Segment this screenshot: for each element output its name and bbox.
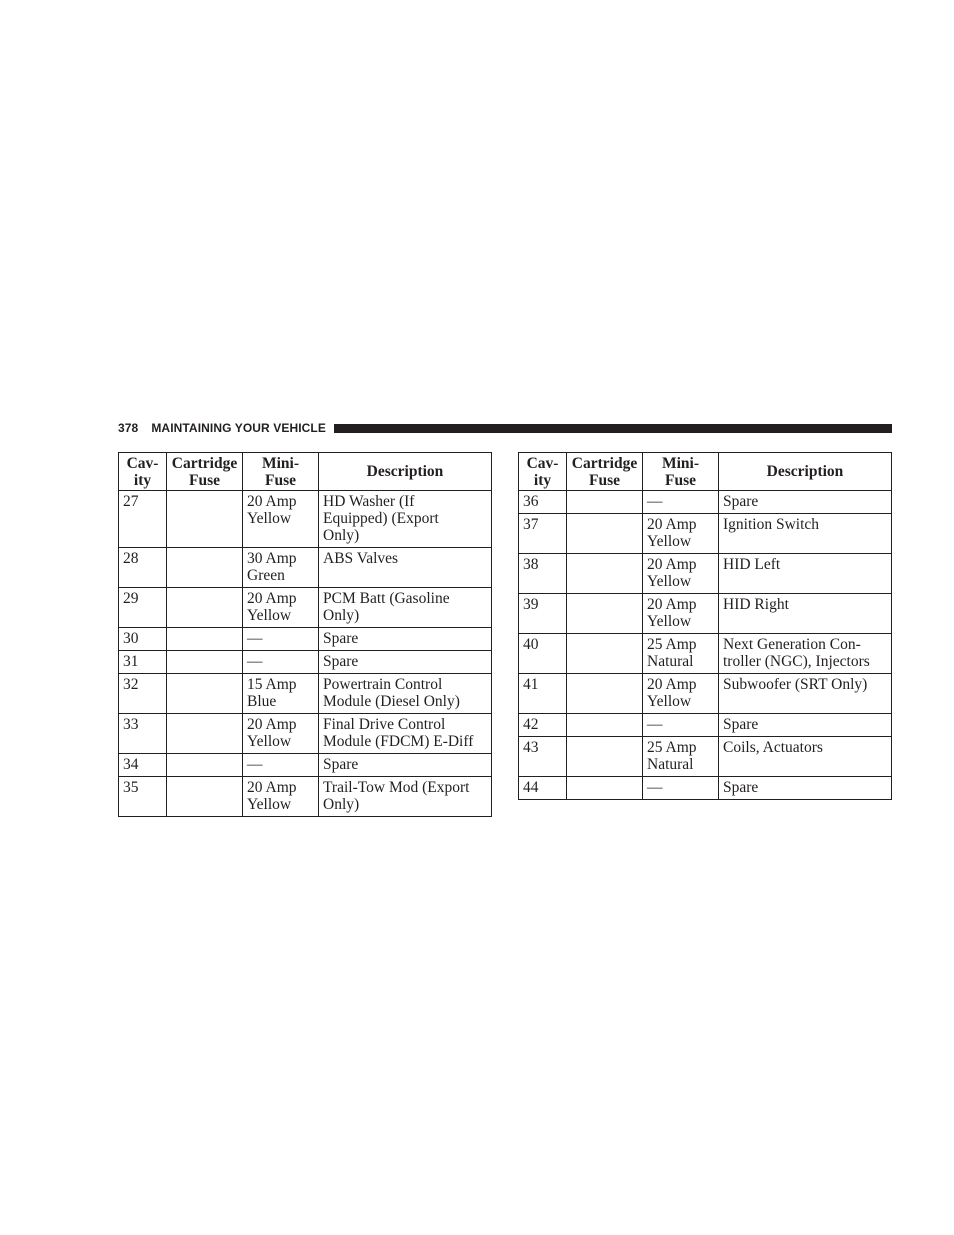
- cell-description: Spare: [719, 777, 892, 800]
- header-cavity: Cav- ity: [119, 453, 167, 491]
- cell-mini-fuse: —: [643, 714, 719, 737]
- cell-cartridge-fuse: [567, 514, 643, 554]
- cell-description: Next Generation Con- troller (NGC), Injectors: [719, 634, 892, 674]
- table-row: [519, 491, 892, 514]
- cell-cartridge-fuse: [167, 674, 243, 714]
- cell-cavity: 43: [519, 737, 567, 777]
- cell-cartridge-fuse: [167, 628, 243, 651]
- page-number: 378: [118, 421, 139, 435]
- cell-mini-fuse: —: [243, 754, 319, 777]
- cell-description: Ignition Switch: [719, 514, 892, 554]
- cell-cavity: 31: [119, 651, 167, 674]
- cell-cartridge-fuse: [167, 491, 243, 548]
- cell-cartridge-fuse: [567, 674, 643, 714]
- cell-cartridge-fuse: [567, 714, 643, 737]
- cell-mini-fuse: —: [643, 491, 719, 514]
- table-row: [519, 777, 892, 800]
- table-row: [119, 548, 492, 588]
- cell-mini-fuse: 20 Amp Yellow: [643, 514, 719, 554]
- cell-description: ABS Valves: [319, 548, 492, 588]
- cell-cavity: 40: [519, 634, 567, 674]
- cell-cavity: 35: [119, 777, 167, 817]
- cell-description: Powertrain Control Module (Diesel Only): [319, 674, 492, 714]
- cell-cavity: 33: [119, 714, 167, 754]
- table-row: [119, 651, 492, 674]
- cell-mini-fuse: 20 Amp Yellow: [243, 588, 319, 628]
- cell-cavity: 32: [119, 674, 167, 714]
- cell-description: HID Right: [719, 594, 892, 634]
- cell-mini-fuse: 20 Amp Yellow: [243, 777, 319, 817]
- table-row: [519, 737, 892, 777]
- table-header-row: [519, 453, 892, 491]
- table-row: [119, 754, 492, 777]
- table-header-row: [119, 453, 492, 491]
- cell-cavity: 42: [519, 714, 567, 737]
- cell-cavity: 34: [119, 754, 167, 777]
- cell-description: HID Left: [719, 554, 892, 594]
- table-row: [519, 714, 892, 737]
- cell-mini-fuse: 25 Amp Natural: [643, 634, 719, 674]
- cell-cartridge-fuse: [567, 491, 643, 514]
- cell-cavity: 30: [119, 628, 167, 651]
- cell-mini-fuse: 20 Amp Yellow: [643, 674, 719, 714]
- table-row: [519, 634, 892, 674]
- table-row: [519, 674, 892, 714]
- fuse-table-right: [518, 452, 892, 800]
- cell-description: Coils, Actuators: [719, 737, 892, 777]
- cell-description: Spare: [319, 628, 492, 651]
- cell-cartridge-fuse: [567, 737, 643, 777]
- cell-description: Spare: [319, 754, 492, 777]
- cell-cartridge-fuse: [167, 651, 243, 674]
- header-description: Description: [719, 453, 892, 491]
- cell-description: HD Washer (If Equipped) (Export Only): [319, 491, 492, 548]
- cell-cavity: 41: [519, 674, 567, 714]
- header-mini-fuse: Mini- Fuse: [243, 453, 319, 491]
- header-cartridge-fuse: Cartridge Fuse: [567, 453, 643, 491]
- section-title: MAINTAINING YOUR VEHICLE: [151, 421, 326, 435]
- cell-description: Spare: [719, 491, 892, 514]
- table-row: [519, 594, 892, 634]
- cell-description: Spare: [319, 651, 492, 674]
- cell-description: Spare: [719, 714, 892, 737]
- cell-mini-fuse: 25 Amp Natural: [643, 737, 719, 777]
- cell-cavity: 36: [519, 491, 567, 514]
- cell-cartridge-fuse: [567, 554, 643, 594]
- cell-cartridge-fuse: [567, 634, 643, 674]
- header-mini-fuse: Mini- Fuse: [643, 453, 719, 491]
- fuse-table-body: [519, 491, 892, 800]
- table-row: [519, 514, 892, 554]
- cell-cavity: 37: [519, 514, 567, 554]
- cell-cartridge-fuse: [167, 548, 243, 588]
- cell-cartridge-fuse: [567, 777, 643, 800]
- cell-description: PCM Batt (Gasoline Only): [319, 588, 492, 628]
- cell-mini-fuse: 20 Amp Yellow: [243, 491, 319, 548]
- cell-cavity: 38: [519, 554, 567, 594]
- cell-cartridge-fuse: [167, 588, 243, 628]
- cell-mini-fuse: —: [643, 777, 719, 800]
- cell-cavity: 28: [119, 548, 167, 588]
- cell-cavity: 39: [519, 594, 567, 634]
- fuse-table-left: [118, 452, 492, 817]
- table-row: [119, 491, 492, 548]
- header-rule: [334, 424, 892, 433]
- cell-mini-fuse: 15 Amp Blue: [243, 674, 319, 714]
- cell-description: Subwoofer (SRT Only): [719, 674, 892, 714]
- table-row: [119, 588, 492, 628]
- cell-cartridge-fuse: [567, 594, 643, 634]
- cell-cartridge-fuse: [167, 754, 243, 777]
- table-row: [119, 674, 492, 714]
- cell-cartridge-fuse: [167, 714, 243, 754]
- cell-mini-fuse: 20 Amp Yellow: [243, 714, 319, 754]
- cell-mini-fuse: 20 Amp Yellow: [643, 594, 719, 634]
- fuse-table-body: [119, 491, 492, 817]
- page-header: [118, 420, 892, 436]
- header-cavity: Cav- ity: [519, 453, 567, 491]
- cell-mini-fuse: 30 Amp Green: [243, 548, 319, 588]
- header-description: Description: [319, 453, 492, 491]
- cell-mini-fuse: 20 Amp Yellow: [643, 554, 719, 594]
- cell-description: Final Drive Control Module (FDCM) E-Diff: [319, 714, 492, 754]
- table-row: [519, 554, 892, 594]
- header-cartridge-fuse: Cartridge Fuse: [167, 453, 243, 491]
- cell-mini-fuse: —: [243, 651, 319, 674]
- cell-cartridge-fuse: [167, 777, 243, 817]
- table-row: [119, 628, 492, 651]
- cell-cavity: 44: [519, 777, 567, 800]
- table-row: [119, 714, 492, 754]
- table-row: [119, 777, 492, 817]
- cell-description: Trail-Tow Mod (Export Only): [319, 777, 492, 817]
- cell-cavity: 27: [119, 491, 167, 548]
- cell-cavity: 29: [119, 588, 167, 628]
- cell-mini-fuse: —: [243, 628, 319, 651]
